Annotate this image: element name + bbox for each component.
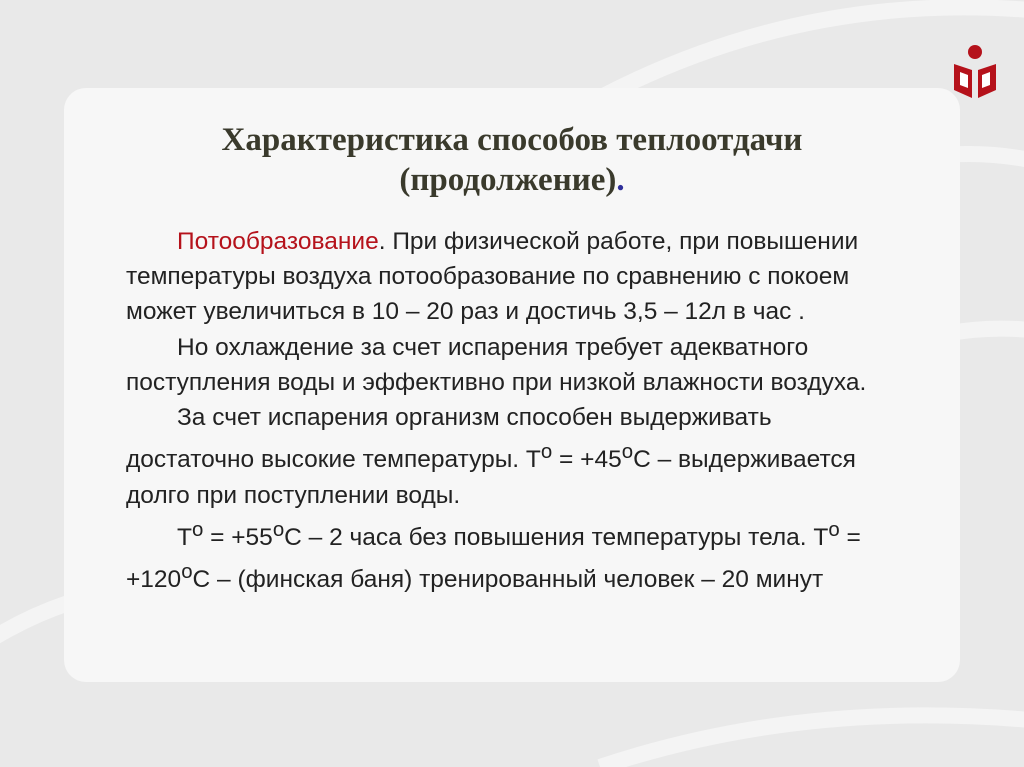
- term-sweating: Потообразование: [177, 228, 379, 255]
- paragraph-evaporation-cooling: Но охлаждение за счет испарения требует адекватного поступления воды и эффективно при низкой влажности воздуха.: [126, 333, 867, 396]
- book-person-logo-icon: [952, 44, 998, 100]
- paragraph-sauna: $Т^о = +55^оС - 2$ часа без повышения температуры тела. $Т^о = +120^оС$ – (финская баня) тренированный человек – 20 минут: [126, 518, 861, 594]
- slide-body: [126, 224, 906, 598]
- slide-title: [0, 120, 1024, 200]
- title-line-2: (продолжение): [399, 162, 617, 198]
- paragraph-sweating: Потообразование. При физической работе, при повышении температуры воздуха потообразование по сравнению с покоем может увеличиться в 10 – 20 раз и достичь 3,5 – 12л в час .: [126, 228, 859, 326]
- paragraph-temperature-tolerance: За счет испарения организм способен выдерживать достаточно высокие температуры. $Т^о = +45^оС$ – выдерживается долго при поступлении воды.: [126, 404, 856, 509]
- title-line-1: Характеристика способов теплоотдачи: [221, 122, 803, 158]
- title-dot: .: [616, 162, 625, 198]
